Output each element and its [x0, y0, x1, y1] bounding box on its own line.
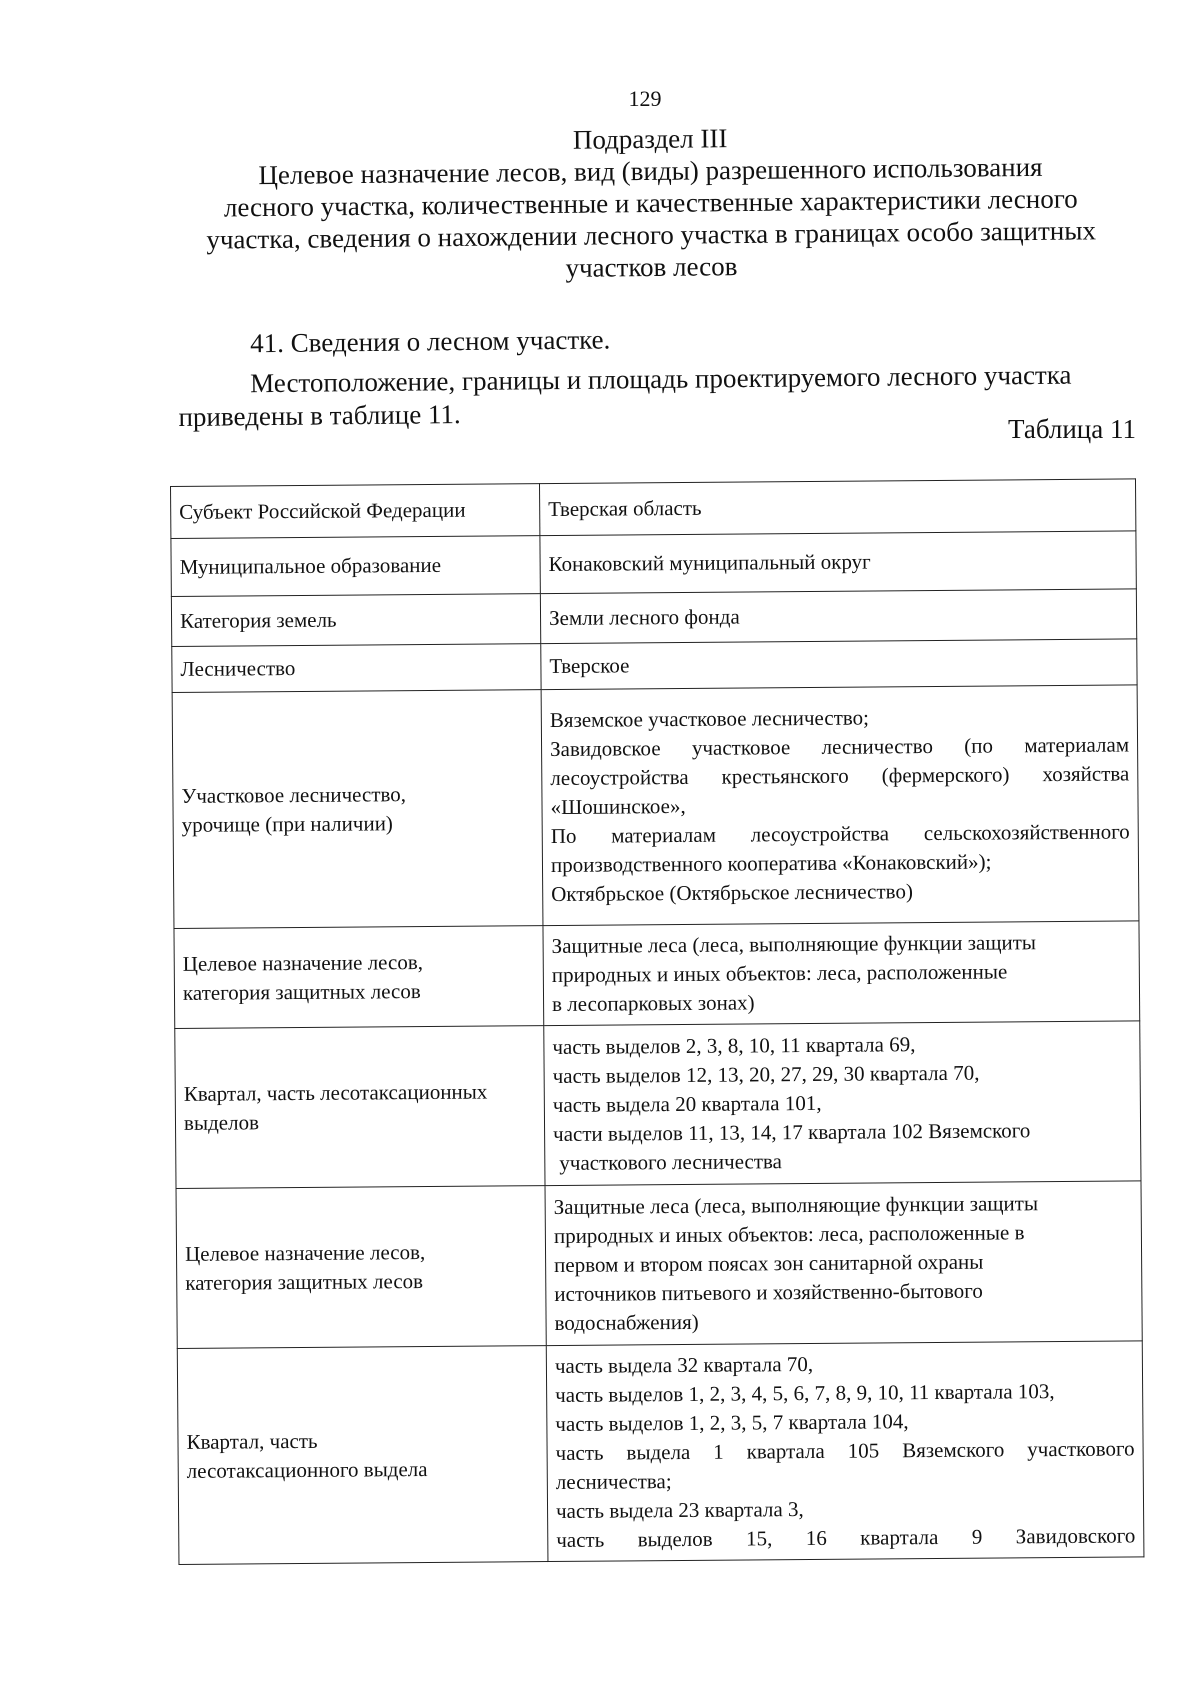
- cell-line: категория защитных лесов: [182, 978, 421, 1005]
- table-cell-value: Тверская область: [539, 479, 1135, 536]
- table-row: [174, 921, 1140, 1029]
- table-cell-value: [545, 1181, 1142, 1346]
- cell-line: Целевое назначение лесов,: [182, 949, 424, 976]
- table-cell-value: Земли лесного фонда: [540, 589, 1136, 644]
- table-cell-value: Тверское: [541, 639, 1137, 690]
- page-number: 129: [628, 86, 662, 111]
- forest-plot-table: [170, 478, 1144, 1565]
- cell-line: часть выделов 12, 13, 20, 27, 29, 30 квартала 70,: [552, 1060, 980, 1089]
- cell-line: лесничества;: [555, 1469, 672, 1494]
- cell-line: лесоустройства крестьянского (фермерского) хозяйства: [550, 761, 1130, 791]
- cell-line: производственного кооператива «Конаковский»);: [550, 849, 992, 878]
- table-row: [176, 1181, 1142, 1349]
- table-cell-label: Субъект Российской Федерации: [171, 484, 540, 539]
- cell-line: в лесопарковых зонах): [551, 990, 755, 1017]
- cell-line: часть выделов 2, 3, 8, 10, 11 квартала 69,: [552, 1032, 916, 1060]
- paragraph-text: 41. Сведения о лесном участке.: [250, 324, 611, 359]
- paragraph-location: [178, 358, 1139, 434]
- table-row: [171, 589, 1136, 647]
- heading-line: Целевое назначение лесов, вид (виды) разрешенного использования: [258, 151, 1043, 191]
- cell-line: часть выдела 20 квартала 101,: [552, 1090, 822, 1118]
- table-cell-label: Муниципальное образование: [171, 536, 540, 597]
- cell-line: Целевое назначение лесов,: [184, 1239, 426, 1266]
- section-heading: [170, 118, 1132, 288]
- table-row: [172, 685, 1139, 929]
- table-cell-label: [174, 926, 544, 1029]
- heading-line: участка, сведения о нахождении лесного участка в границах особо защитных: [206, 215, 1097, 255]
- table-cell-label: [177, 1346, 548, 1565]
- heading-line: Подраздел III: [572, 123, 728, 155]
- table-cell-value: [541, 685, 1139, 926]
- cell-line: По материалам лесоустройства сельскохозяйственного: [550, 819, 1130, 849]
- cell-line: «Шошинское»,: [550, 793, 686, 820]
- cell-line: лесотаксационного выдела: [186, 1456, 428, 1483]
- cell-line: Октябрьское (Октябрьское лесничество): [551, 879, 913, 907]
- cell-line: Квартал, часть лесотаксационных: [183, 1079, 488, 1106]
- cell-line: часть выдела 23 квартала 3,: [555, 1497, 804, 1523]
- cell-line: часть выдела 32 квартала 70,: [554, 1351, 814, 1379]
- cell-line: Защитные леса (леса, выполняющие функции защиты: [551, 930, 1037, 959]
- heading-line: участков лесов: [565, 251, 738, 283]
- cell-line: Участковое лесничество,: [181, 781, 407, 808]
- table-cell-label: [176, 1186, 546, 1349]
- cell-line: первом и втором поясах зон санитарной охраны: [554, 1249, 984, 1278]
- cell-line: участкового лесничества: [559, 1149, 783, 1175]
- table-cell-label: [175, 1026, 545, 1189]
- cell-line: выделов: [183, 1109, 260, 1135]
- table-row: [171, 531, 1136, 597]
- cell-line: части выделов 11, 13, 14, 17 квартала 102 Вяземского: [553, 1118, 1031, 1147]
- cell-line: категория защитных лесов: [185, 1268, 424, 1295]
- table-row: [177, 1341, 1144, 1565]
- table-row: [171, 479, 1136, 539]
- cell-line: источников питьевого и хозяйственно-бытового: [554, 1278, 983, 1307]
- table-cell-value: [543, 921, 1140, 1026]
- cell-line: Завидовское участковое лесничество (по материалам: [549, 732, 1130, 762]
- cell-line: часть выделов 1, 2, 3, 4, 5, 6, 7, 8, 9, 10, 11 квартала 103,: [555, 1379, 1055, 1408]
- table-cell-label: Категория земель: [171, 594, 540, 647]
- cell-line: природных и иных объектов: леса, расположенные в: [553, 1220, 1025, 1249]
- heading-line: лесного участка, количественные и качественные характеристики лесного: [223, 183, 1078, 223]
- table-cell-label: Лесничество: [172, 644, 541, 693]
- table-cell-label: [172, 690, 543, 929]
- table-row: [175, 1021, 1141, 1189]
- cell-line: природных и иных объектов: леса, расположенные: [551, 959, 1008, 988]
- paragraph-41: [178, 318, 1138, 361]
- cell-line: часть выделов 1, 2, 3, 5, 7 квартала 104,: [555, 1409, 909, 1437]
- table-row: [172, 639, 1137, 693]
- table-cell-value: [544, 1021, 1141, 1186]
- paragraph-text: приведены в таблице 11.: [178, 399, 461, 432]
- cell-line: водоснабжения): [554, 1309, 699, 1336]
- cell-line: часть выдела 1 квартала 105 Вяземского участкового: [555, 1436, 1135, 1466]
- table-caption: Таблица 11: [1008, 414, 1136, 444]
- cell-line: часть выделов 15, 16 квартала 9 Завидовского: [556, 1523, 1136, 1552]
- table-cell-value: [546, 1341, 1144, 1562]
- cell-line: Вяземское участковое лесничество;: [549, 705, 870, 733]
- cell-line: урочище (при наличии): [181, 810, 393, 837]
- cell-line: Защитные леса (леса, выполняющие функции защиты: [553, 1191, 1039, 1220]
- table-cell-value: Конаковский муниципальный округ: [540, 531, 1136, 594]
- paragraph-text: Местоположение, границы и площадь проектируемого лесного участка: [250, 359, 1072, 399]
- cell-line: Квартал, часть: [186, 1428, 318, 1454]
